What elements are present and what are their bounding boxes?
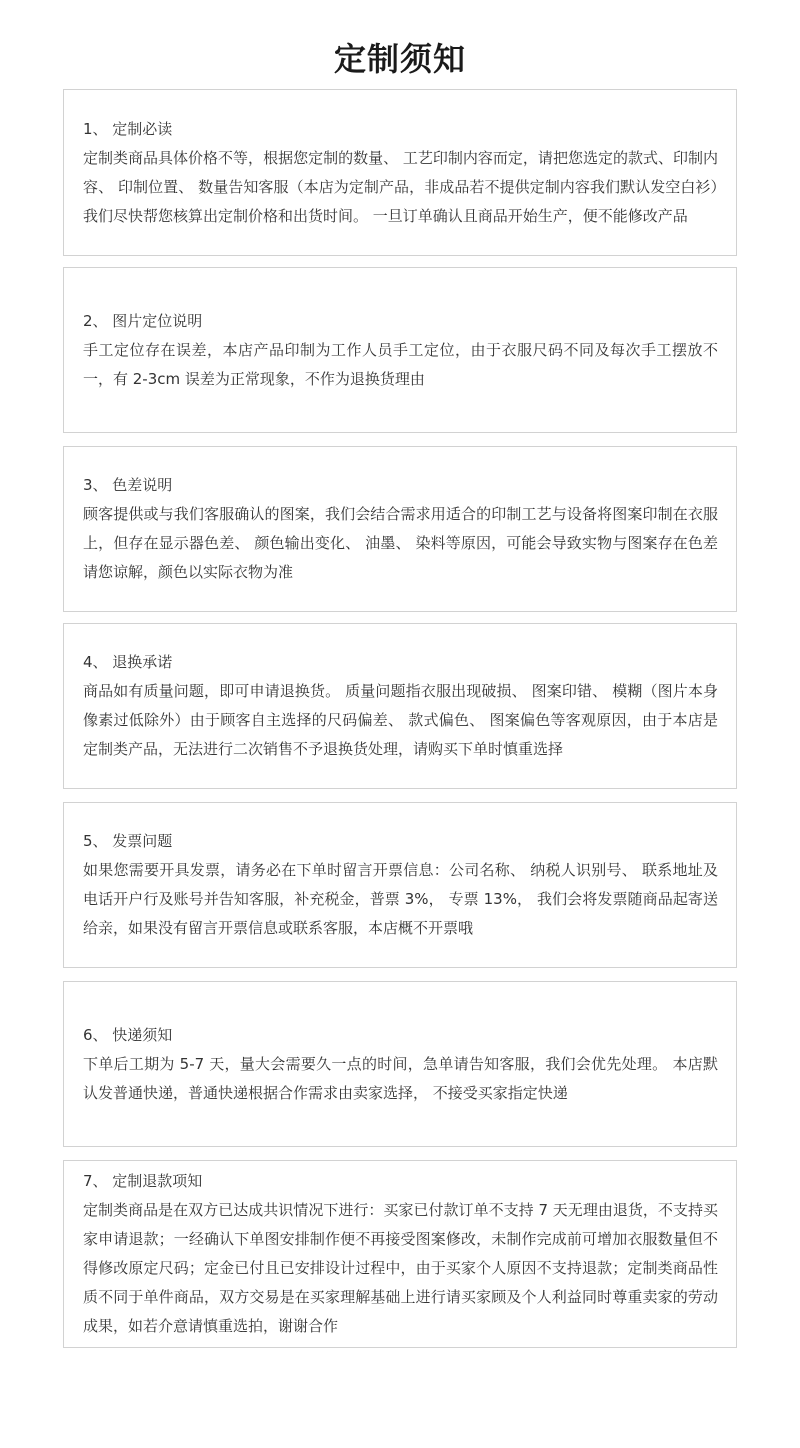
notice-section-color-difference <box>63 446 737 612</box>
notice-section-customization-must-read <box>63 89 737 256</box>
notice-section-refund <box>63 1160 737 1348</box>
notice-section-invoice <box>63 802 737 968</box>
section-heading: 6、 快递须知 <box>83 1025 173 1044</box>
section-heading: 5、 发票问题 <box>83 832 173 850</box>
section-body: 手工定位存在误差，本店产品印制为工作人员手工定位，由于衣服尺码不同及每次手工摆放不一，有 2-3cm 误差为正常现象，不作为退换货理由 <box>83 340 718 388</box>
section-body: 定制类商品是在双方已达成共识情况下进行：买家已付款订单不支持 7 天无理由退货，不支持买家申请退款；一经确认下单图安排制作便不再接受图案修改，未制作完成前可增加衣服数量但不得修改原定尺码；定金已付且已安排设计过程中，由于买家个人原因不支持退款；定制类商品性质不同于单件商品，双方交易是在买家理解基础上进行请买家顾及个人利益同时尊重卖家的劳动成果，如若介意请慎重选拍，谢谢合作 <box>83 1201 718 1335</box>
notice-section-image-positioning <box>63 267 737 433</box>
section-heading: 3、 色差说明 <box>83 476 173 494</box>
notice-section-return-policy <box>63 623 737 789</box>
section-heading: 1、 定制必读 <box>83 119 173 138</box>
section-heading: 7、 定制退款项知 <box>83 1172 203 1190</box>
section-heading: 2、 图片定位说明 <box>83 311 203 330</box>
section-body: 下单后工期为 5-7 天，量大会需要久一点的时间，急单请告知客服，我们会优先处理。 本店默认发普通快递，普通快递根据合作需求由卖家选择， 不接受买家指定快递 <box>83 1054 718 1102</box>
section-body: 定制类商品具体价格不等，根据您定制的数量、 工艺印制内容而定，请把您选定的款式、印制内容、 印制位置、 数量告知客服（本店为定制产品，非成品若不提供定制内容我们默认发空白衫）我们尽快帮您核算出定制价格和出货时间。 一旦订单确认且商品开始生产，便不能修改产品 <box>83 148 718 225</box>
section-heading: 4、 退换承诺 <box>83 653 173 671</box>
section-body: 如果您需要开具发票，请务必在下单时留言开票信息：公司名称、 纳税人识别号、 联系地址及电话开户行及账号并告知客服，补充税金，普票 3%， 专票 13%， 我们会将发票随商品起寄送给亲，如果没有留言开票信息或联系客服，本店概不开票哦 <box>83 861 718 937</box>
page-title: 定制须知 <box>333 40 466 79</box>
section-body: 顾客提供或与我们客服确认的图案，我们会结合需求用适合的印制工艺与设备将图案印制在衣服上，但存在显示器色差、 颜色输出变化、 油墨、 染料等原因，可能会导致实物与图案存在色差请您谅解，颜色以实际衣物为准 <box>83 505 718 581</box>
section-body: 商品如有质量问题，即可申请退换货。 质量问题指衣服出现破损、 图案印错、 模糊（图片本身像素过低除外）由于顾客自主选择的尺码偏差、 款式偏色、 图案偏色等客观原因，由于本店是定制类产品，无法进行二次销售不予退换货处理，请购买下单时慎重选择 <box>83 682 718 758</box>
notice-section-shipping <box>63 981 737 1147</box>
